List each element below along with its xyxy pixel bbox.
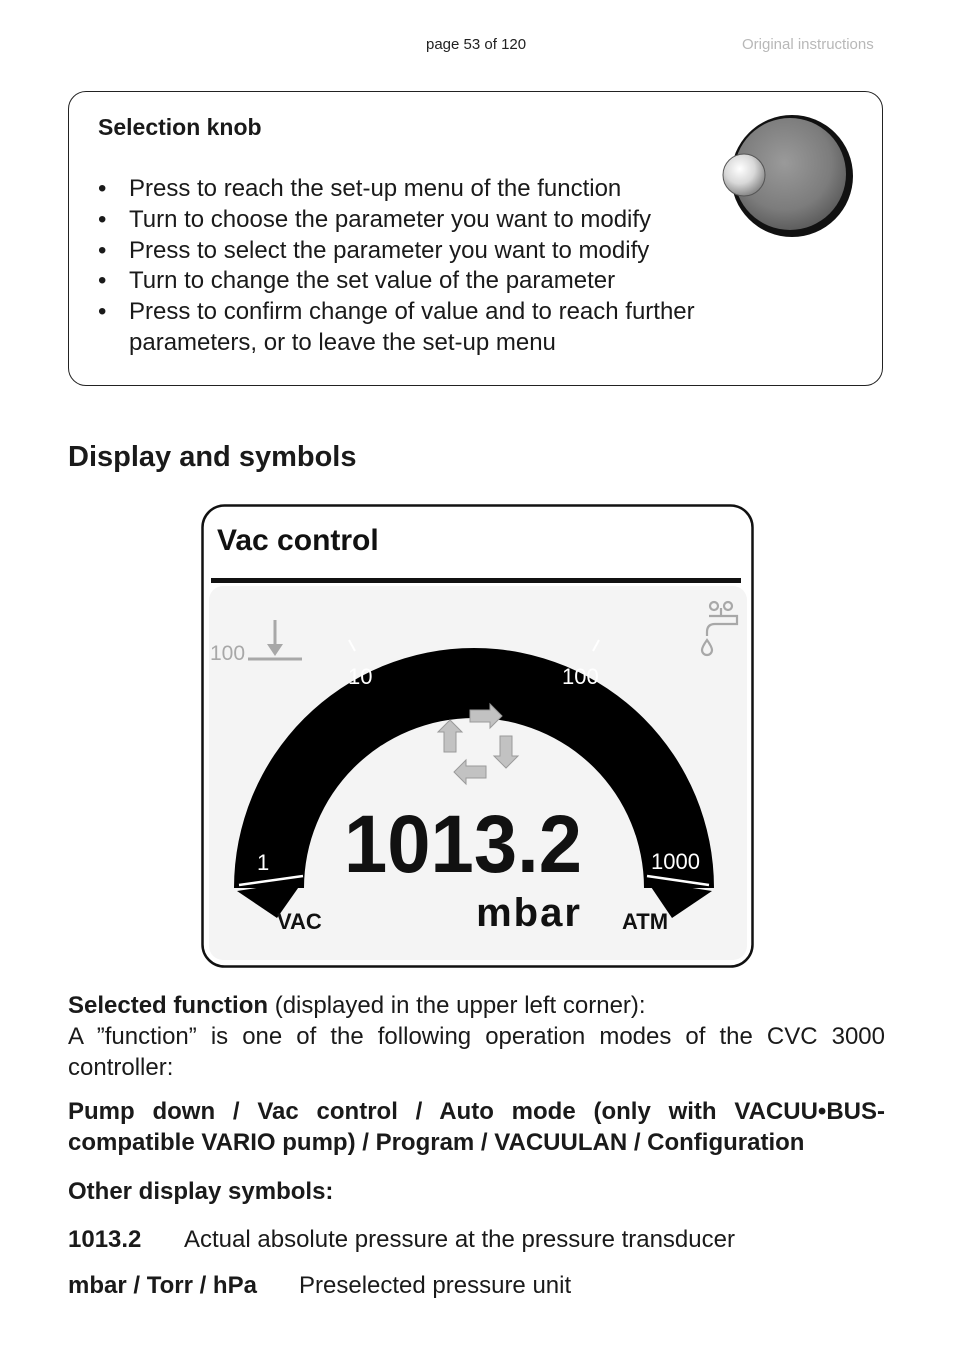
list-item-text: Press to select the parameter you want to modify — [129, 236, 650, 264]
document-label: Original instructions — [742, 36, 874, 53]
page-number: page 53 of 120 — [426, 36, 527, 53]
selected-function-paragraph — [68, 991, 885, 1022]
list-item — [98, 266, 769, 297]
symbol-key: mbar / Torr / hPa — [68, 1272, 257, 1299]
pressure-unit: mbar — [476, 891, 582, 935]
atm-label: ATM — [622, 909, 669, 934]
list-item-text: Turn to choose the parameter you want to modify — [129, 205, 652, 233]
function-name: Vac control — [217, 524, 379, 557]
function-description: A ”function” is one of the following operation modes of the CVC 3000 controller: — [68, 1023, 885, 1081]
controller-display — [201, 504, 755, 970]
scale-label-10: 10 — [348, 664, 373, 689]
list-item — [98, 236, 769, 267]
symbol-desc: Actual absolute pressure at the pressure transducer — [184, 1226, 735, 1253]
list-item-text: Press to reach the set-up menu of the function — [129, 175, 622, 202]
knob-box-title: Selection knob — [98, 114, 262, 140]
selected-function-note: (displayed in the upper left corner): — [268, 992, 646, 1019]
pressure-value: 1013.2 — [344, 799, 582, 890]
section-title: Display and symbols — [68, 441, 357, 473]
list-item — [98, 297, 769, 359]
knob-instruction-list — [98, 174, 769, 359]
bullet: • — [98, 267, 107, 295]
other-symbols-heading: Other display symbols: — [68, 1178, 334, 1205]
bullet: • — [98, 236, 107, 264]
bullet: • — [98, 298, 107, 326]
scale-label-1000: 1000 — [651, 849, 700, 874]
symbol-row — [68, 1272, 571, 1300]
setpoint-value: 100 — [210, 642, 246, 665]
scale-label-1: 1 — [257, 850, 270, 875]
list-item-text: Press to confirm change of value and to reach further parameters, or to leave the set-up menu — [129, 298, 695, 356]
symbol-key: 1013.2 — [68, 1226, 142, 1253]
selected-function-label: Selected function — [68, 992, 269, 1019]
scale-label-100: 100 — [562, 664, 599, 689]
symbol-row — [68, 1226, 735, 1254]
bullet: • — [98, 175, 107, 202]
list-item — [98, 174, 769, 205]
list-item — [98, 205, 769, 236]
operation-modes: Pump down / Vac control / Auto mode (only with VACUU•BUS-compatible VARIO pump) / Program / VACUULAN / Configuration — [68, 1098, 885, 1156]
vac-label: VAC — [277, 909, 322, 934]
bullet: • — [98, 205, 107, 233]
symbol-desc: Preselected pressure unit — [299, 1272, 572, 1299]
list-item-text: Turn to change the set value of the parameter — [129, 267, 616, 295]
selection-knob-icon — [718, 112, 858, 242]
